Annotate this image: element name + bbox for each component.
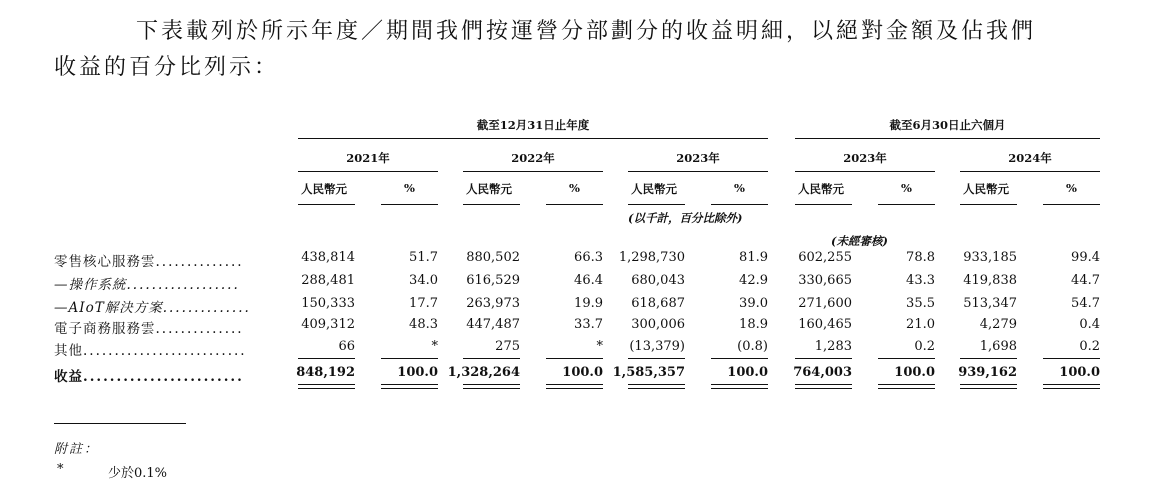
cell-percent: 42.9 — [739, 273, 768, 288]
unit-amount: 人民幣元 — [301, 182, 347, 196]
cell-percent: 44.7 — [1071, 273, 1100, 288]
subtotal-rule — [795, 358, 852, 359]
cell-percent: * — [431, 339, 438, 354]
total-double-rule — [795, 384, 852, 389]
intro-line-2: 收益的百分比列示： — [54, 55, 280, 80]
row-label — [54, 296, 278, 316]
total-double-rule — [878, 384, 935, 389]
leader-dots: .............. — [162, 300, 251, 316]
cell-amount: 880,502 — [466, 250, 520, 265]
cell-amount: 848,192 — [296, 365, 355, 380]
cell-percent: 19.9 — [574, 296, 603, 311]
unit-pct: % — [734, 181, 745, 195]
unit-pct: % — [569, 181, 580, 195]
total-double-rule — [298, 384, 355, 389]
cell-percent: 48.3 — [409, 317, 438, 332]
unit-amount: 人民幣元 — [631, 182, 677, 196]
row-label — [54, 273, 278, 293]
leader-dots: .............. — [155, 321, 244, 337]
total-double-rule — [463, 384, 520, 389]
cell-amount: 419,838 — [963, 273, 1017, 288]
cell-percent: 17.7 — [409, 296, 438, 311]
cell-percent: 81.9 — [739, 250, 768, 265]
cell-amount: 300,006 — [631, 317, 685, 332]
year-rule — [463, 171, 603, 172]
cell-percent: * — [596, 339, 603, 354]
cell-amount: 447,487 — [466, 317, 520, 332]
subtotal-rule — [960, 358, 1017, 359]
unit-rule — [878, 204, 935, 205]
subtotal-rule — [711, 358, 768, 359]
row-label — [54, 339, 278, 359]
cell-percent: 0.4 — [1079, 317, 1100, 332]
cell-percent: 78.8 — [906, 250, 935, 265]
row-label — [54, 317, 278, 337]
cell-amount: (13,379) — [629, 339, 685, 354]
row-label-text: —操作系統 — [54, 277, 127, 293]
unit-amount: 人民幣元 — [963, 182, 1009, 196]
group-header-annual: 截至12月31日止年度 — [476, 118, 590, 132]
footnote-text: 少於0.1% — [108, 466, 168, 481]
cell-amount: 66 — [338, 339, 355, 354]
leader-dots: .................. — [126, 277, 240, 293]
table-row — [0, 339, 1164, 359]
cell-percent: 21.0 — [906, 317, 935, 332]
subtotal-rule — [628, 358, 685, 359]
cell-amount: 764,003 — [793, 365, 852, 380]
year-header-2022: 2022年 — [511, 151, 555, 165]
row-label-text: 收益 — [54, 369, 83, 385]
row-label-text: 其他 — [54, 343, 83, 359]
total-double-rule — [628, 384, 685, 389]
cell-amount: 1,283 — [814, 339, 852, 354]
unit-rule — [960, 204, 1017, 205]
row-label — [54, 250, 278, 270]
cell-percent: 100.0 — [894, 365, 935, 380]
cell-amount: 1,328,264 — [447, 365, 520, 380]
group-header-interim: 截至6月30日止六個月 — [889, 118, 1006, 132]
cell-percent: 46.4 — [574, 273, 603, 288]
row-label-text: —AIoT解決方案 — [54, 300, 163, 316]
table-row — [0, 273, 1164, 293]
cell-amount: 618,687 — [631, 296, 685, 311]
year-header-2024-interim: 2024年 — [1008, 151, 1052, 165]
unit-rule — [628, 204, 685, 205]
unit-amount: 人民幣元 — [466, 182, 512, 196]
cell-amount: 438,814 — [301, 250, 355, 265]
total-double-rule — [711, 384, 768, 389]
cell-amount: 1,298,730 — [618, 250, 685, 265]
cell-percent: (0.8) — [737, 339, 768, 354]
table-row — [0, 317, 1164, 337]
cell-amount: 330,665 — [798, 273, 852, 288]
cell-percent: 39.0 — [739, 296, 768, 311]
leader-dots: .......................... — [83, 343, 247, 359]
cell-amount: 939,162 — [958, 365, 1017, 380]
cell-percent: 66.3 — [574, 250, 603, 265]
leader-dots: ........................ — [83, 369, 244, 385]
cell-percent: 33.7 — [574, 317, 603, 332]
unit-amount: 人民幣元 — [798, 182, 844, 196]
group-rule-annual — [298, 138, 768, 139]
cell-amount: 4,279 — [979, 317, 1017, 332]
cell-amount: 150,333 — [301, 296, 355, 311]
cell-percent: 0.2 — [914, 339, 935, 354]
table-row — [0, 296, 1164, 316]
year-rule — [960, 171, 1100, 172]
unit-rule — [1043, 204, 1100, 205]
cell-percent: 34.0 — [409, 273, 438, 288]
subtotal-rule — [381, 358, 438, 359]
unit-rule — [298, 204, 355, 205]
unit-rule — [711, 204, 768, 205]
cell-amount: 271,600 — [798, 296, 852, 311]
unit-pct: % — [901, 181, 912, 195]
table-row-total — [0, 365, 1164, 385]
unit-rule — [795, 204, 852, 205]
cell-amount: 288,481 — [301, 273, 355, 288]
cell-percent: 51.7 — [409, 250, 438, 265]
unit-rule — [546, 204, 603, 205]
cell-percent: 54.7 — [1071, 296, 1100, 311]
total-double-rule — [1043, 384, 1100, 389]
total-double-rule — [960, 384, 1017, 389]
subtotal-rule — [546, 358, 603, 359]
cell-percent: 35.5 — [906, 296, 935, 311]
year-header-2023-interim: 2023年 — [843, 151, 887, 165]
note-thousands: (以千計，百分比除外) — [628, 211, 743, 225]
year-rule — [795, 171, 935, 172]
intro-line-1: 下表載列於所示年度／期間我們按運營分部劃分的收益明細，以絕對金額及佔我們 — [136, 19, 1037, 44]
intro-paragraph — [54, 14, 1114, 86]
total-double-rule — [546, 384, 603, 389]
cell-percent: 43.3 — [906, 273, 935, 288]
cell-amount: 1,585,357 — [612, 365, 685, 380]
cell-percent: 0.2 — [1079, 339, 1100, 354]
subtotal-rule — [878, 358, 935, 359]
cell-amount: 602,255 — [798, 250, 852, 265]
unit-rule — [463, 204, 520, 205]
subtotal-rule — [1043, 358, 1100, 359]
footnote-title: 附註： — [54, 442, 100, 457]
group-rule-interim — [795, 138, 1100, 139]
year-header-2021: 2021年 — [346, 151, 390, 165]
total-double-rule — [381, 384, 438, 389]
unit-pct: % — [404, 181, 415, 195]
note-unaudited: (未經審核) — [831, 234, 888, 248]
cell-amount: 1,698 — [979, 339, 1017, 354]
year-rule — [628, 171, 768, 172]
cell-amount: 616,529 — [466, 273, 520, 288]
cell-percent: 100.0 — [562, 365, 603, 380]
footnote-rule — [54, 423, 186, 424]
cell-amount: 409,312 — [301, 317, 355, 332]
cell-amount: 160,465 — [798, 317, 852, 332]
cell-percent: 100.0 — [1059, 365, 1100, 380]
cell-percent: 100.0 — [397, 365, 438, 380]
unit-rule — [381, 204, 438, 205]
year-header-2023: 2023年 — [676, 151, 720, 165]
row-label-text: 零售核心服務雲 — [54, 254, 156, 270]
row-label-text: 電子商務服務雲 — [54, 321, 156, 337]
cell-percent: 99.4 — [1071, 250, 1100, 265]
table-row — [0, 250, 1164, 270]
unit-pct: % — [1066, 181, 1077, 195]
cell-percent: 100.0 — [727, 365, 768, 380]
cell-percent: 18.9 — [739, 317, 768, 332]
cell-amount: 513,347 — [963, 296, 1017, 311]
subtotal-rule — [463, 358, 520, 359]
leader-dots: .............. — [155, 254, 244, 270]
year-rule — [298, 171, 438, 172]
cell-amount: 680,043 — [631, 273, 685, 288]
cell-amount: 933,185 — [963, 250, 1017, 265]
footnote-mark: * — [57, 462, 64, 477]
cell-amount: 263,973 — [466, 296, 520, 311]
row-label — [54, 365, 278, 385]
cell-amount: 275 — [495, 339, 520, 354]
subtotal-rule — [298, 358, 355, 359]
